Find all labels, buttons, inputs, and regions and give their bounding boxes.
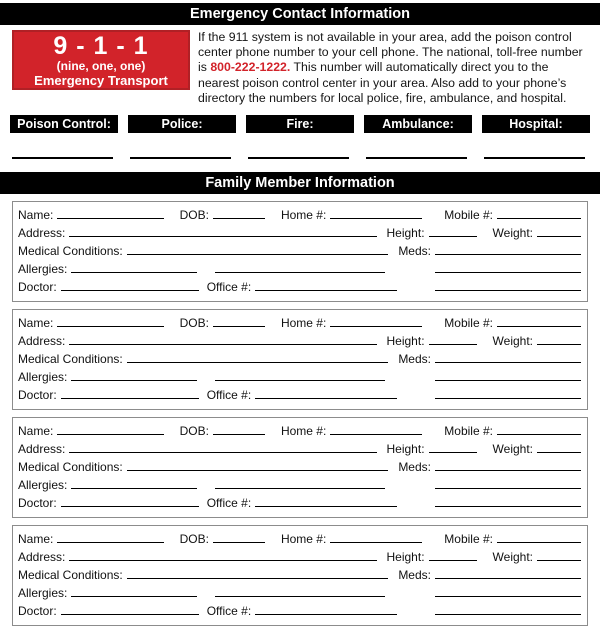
allergies-label: Allergies:: [18, 370, 68, 385]
member-row-medical: [18, 458, 581, 476]
address-blank-line: [69, 452, 376, 453]
member-row-allergies: [18, 476, 581, 494]
family-member-card: [12, 309, 588, 410]
meds-continuation-line-1: [435, 380, 581, 381]
name-label: Name:: [18, 316, 54, 331]
office-phone-blank-line: [255, 398, 397, 399]
weight-blank-line: [537, 236, 581, 237]
home-phone-label: Home #:: [280, 208, 327, 223]
fire-label: Fire:: [246, 115, 354, 133]
police-label: Police:: [128, 115, 236, 133]
family-member-card: [12, 201, 588, 302]
doctor-label: Doctor:: [18, 604, 57, 619]
dob-blank-line: [213, 542, 265, 543]
office-phone-label: Office #:: [206, 604, 252, 619]
mobile-phone-blank-line: [497, 326, 581, 327]
mobile-phone-label: Mobile #:: [444, 316, 493, 331]
medical-conditions-blank-line: [127, 470, 389, 471]
home-phone-blank-line: [330, 434, 422, 435]
name-label: Name:: [18, 424, 54, 439]
member-row-doctor: [18, 386, 581, 404]
doctor-blank-line: [61, 614, 199, 615]
name-blank-line: [57, 326, 163, 327]
poison-control-label: Poison Control:: [10, 115, 118, 133]
office-phone-label: Office #:: [206, 496, 252, 511]
height-label: Height:: [386, 334, 425, 349]
address-label: Address:: [18, 550, 66, 565]
poison-control-info: [198, 30, 588, 106]
contact-column-police: [128, 115, 236, 159]
address-blank-line: [69, 560, 376, 561]
address-blank-line: [69, 344, 376, 345]
family-section-title: Family Member Information: [0, 172, 600, 194]
meds-continuation-line-2: [435, 290, 581, 291]
member-row-address: [18, 332, 581, 350]
office-phone-blank-line: [255, 506, 397, 507]
meds-continuation-line-2: [435, 506, 581, 507]
allergies-blank-line-2: [215, 380, 385, 381]
home-phone-label: Home #:: [280, 424, 327, 439]
emergency-number: 9 - 1 - 1: [53, 32, 149, 60]
medical-conditions-blank-line: [127, 578, 389, 579]
dob-blank-line: [213, 218, 265, 219]
member-row-name: [18, 314, 581, 332]
meds-blank-line: [435, 470, 581, 471]
medical-conditions-label: Medical Conditions:: [18, 244, 123, 259]
office-phone-label: Office #:: [206, 280, 252, 295]
height-label: Height:: [386, 550, 425, 565]
home-phone-label: Home #:: [280, 316, 327, 331]
meds-label: Meds:: [398, 352, 431, 367]
mobile-phone-blank-line: [497, 434, 581, 435]
mobile-phone-label: Mobile #:: [444, 532, 493, 547]
weight-label: Weight:: [492, 226, 533, 241]
contact-column-poison-control: [10, 115, 118, 159]
weight-label: Weight:: [492, 442, 533, 457]
hospital-label: Hospital:: [482, 115, 590, 133]
medical-conditions-blank-line: [127, 254, 389, 255]
height-label: Height:: [386, 226, 425, 241]
office-phone-label: Office #:: [206, 388, 252, 403]
police-blank-line: [130, 157, 231, 159]
allergies-blank-line: [71, 272, 197, 273]
allergies-label: Allergies:: [18, 262, 68, 277]
height-label: Height:: [386, 442, 425, 457]
member-row-medical: [18, 350, 581, 368]
family-member-card: [12, 525, 588, 626]
member-row-name: [18, 530, 581, 548]
doctor-label: Doctor:: [18, 496, 57, 511]
member-row-address: [18, 440, 581, 458]
home-phone-blank-line: [330, 218, 422, 219]
mobile-phone-blank-line: [497, 542, 581, 543]
meds-label: Meds:: [398, 460, 431, 475]
member-row-allergies: [18, 584, 581, 602]
member-row-address: [18, 224, 581, 242]
meds-continuation-line-2: [435, 398, 581, 399]
member-row-doctor: [18, 278, 581, 296]
address-blank-line: [69, 236, 376, 237]
allergies-blank-line: [71, 488, 197, 489]
doctor-label: Doctor:: [18, 280, 57, 295]
meds-continuation-line-2: [435, 614, 581, 615]
height-blank-line: [429, 344, 477, 345]
allergies-blank-line: [71, 380, 197, 381]
medical-conditions-label: Medical Conditions:: [18, 568, 123, 583]
dob-label: DOB:: [179, 532, 209, 547]
height-blank-line: [429, 452, 477, 453]
address-label: Address:: [18, 226, 66, 241]
mobile-phone-label: Mobile #:: [444, 208, 493, 223]
name-blank-line: [57, 542, 163, 543]
member-row-allergies: [18, 260, 581, 278]
allergies-blank-line: [71, 596, 197, 597]
dob-label: DOB:: [179, 208, 209, 223]
family-member-card: [12, 417, 588, 518]
name-label: Name:: [18, 532, 54, 547]
info-text-before: If the 911 system is not available in your area, add the poison control center phone number to your cell phone. The national, toll-free number is: [198, 30, 583, 75]
name-blank-line: [57, 218, 163, 219]
member-row-allergies: [18, 368, 581, 386]
poison-control-blank-line: [12, 157, 113, 159]
weight-label: Weight:: [492, 550, 533, 565]
contact-column-ambulance: [364, 115, 472, 159]
member-row-doctor: [18, 494, 581, 512]
meds-continuation-line-1: [435, 596, 581, 597]
meds-blank-line: [435, 578, 581, 579]
office-phone-blank-line: [255, 614, 397, 615]
meds-blank-line: [435, 362, 581, 363]
mobile-phone-label: Mobile #:: [444, 424, 493, 439]
dob-label: DOB:: [179, 424, 209, 439]
emergency-number-phonetic: (nine, one, one): [56, 59, 146, 73]
meds-continuation-line-1: [435, 272, 581, 273]
doctor-label: Doctor:: [18, 388, 57, 403]
office-phone-blank-line: [255, 290, 397, 291]
allergies-label: Allergies:: [18, 586, 68, 601]
hospital-blank-line: [484, 157, 585, 159]
member-row-doctor: [18, 602, 581, 620]
member-row-medical: [18, 242, 581, 260]
address-label: Address:: [18, 334, 66, 349]
page-title: Emergency Contact Information: [0, 3, 600, 25]
allergies-blank-line-2: [215, 272, 385, 273]
allergies-blank-line-2: [215, 488, 385, 489]
address-label: Address:: [18, 442, 66, 457]
ambulance-label: Ambulance:: [364, 115, 472, 133]
weight-label: Weight:: [492, 334, 533, 349]
medical-conditions-blank-line: [127, 362, 389, 363]
home-phone-blank-line: [330, 326, 422, 327]
medical-conditions-label: Medical Conditions:: [18, 352, 123, 367]
intro-section: [12, 30, 588, 106]
weight-blank-line: [537, 560, 581, 561]
member-row-medical: [18, 566, 581, 584]
ambulance-blank-line: [366, 157, 467, 159]
dob-label: DOB:: [179, 316, 209, 331]
member-row-name: [18, 422, 581, 440]
contact-column-hospital: [482, 115, 590, 159]
doctor-blank-line: [61, 290, 199, 291]
weight-blank-line: [537, 452, 581, 453]
dob-blank-line: [213, 434, 265, 435]
meds-continuation-line-1: [435, 488, 581, 489]
name-blank-line: [57, 434, 163, 435]
emergency-contacts-row: [10, 115, 590, 159]
meds-blank-line: [435, 254, 581, 255]
emergency-system-name: Emergency Transport System: [34, 73, 168, 103]
doctor-blank-line: [61, 506, 199, 507]
dob-blank-line: [213, 326, 265, 327]
meds-label: Meds:: [398, 244, 431, 259]
member-row-name: [18, 206, 581, 224]
allergies-label: Allergies:: [18, 478, 68, 493]
allergies-blank-line-2: [215, 596, 385, 597]
contact-column-fire: [246, 115, 354, 159]
member-cards: [0, 201, 600, 626]
meds-label: Meds:: [398, 568, 431, 583]
height-blank-line: [429, 236, 477, 237]
mobile-phone-blank-line: [497, 218, 581, 219]
info-text-after: This number will automatically direct you to the nearest poison control center in your area. Also add to your phone’s directory the numbers for local police, fire, ambulance, and hospital.: [198, 60, 567, 105]
medical-conditions-label: Medical Conditions:: [18, 460, 123, 475]
name-label: Name:: [18, 208, 54, 223]
member-row-address: [18, 548, 581, 566]
fire-blank-line: [248, 157, 349, 159]
weight-blank-line: [537, 344, 581, 345]
home-phone-blank-line: [330, 542, 422, 543]
height-blank-line: [429, 560, 477, 561]
home-phone-label: Home #:: [280, 532, 327, 547]
doctor-blank-line: [61, 398, 199, 399]
poison-control-number: 800-222-1222.: [210, 60, 291, 75]
emergency-911-box: [12, 30, 190, 103]
